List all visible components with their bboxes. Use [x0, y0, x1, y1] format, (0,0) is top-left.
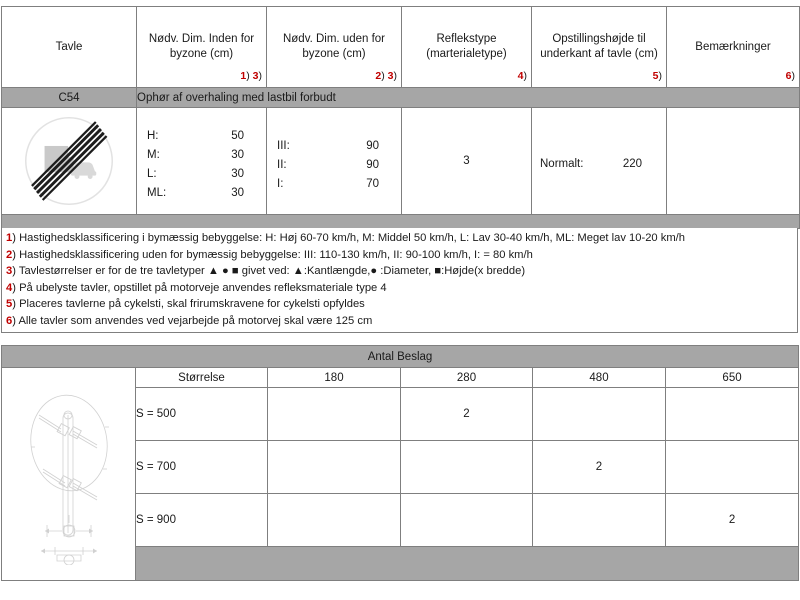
- beslag-cell: [533, 494, 666, 547]
- dim-row: [277, 137, 391, 156]
- dim-key: M:: [147, 149, 160, 161]
- beslag-cell: [268, 441, 401, 494]
- remarks-cell: [667, 108, 800, 215]
- footnote-text: ) Alle tavler som anvendes ved vejarbejde på motorvej skal være 125 cm: [12, 314, 373, 327]
- beslag-cell: 2: [666, 494, 799, 547]
- mounting-height-box: [532, 150, 666, 173]
- dim-value: 70: [366, 177, 379, 190]
- dim-key: I:: [277, 177, 284, 190]
- beslag-cell: [401, 441, 533, 494]
- beslag-cell: [268, 388, 401, 441]
- column-header-label: Nødv. Dim. uden for byzone (cm): [282, 33, 386, 60]
- dim-value: 30: [231, 149, 244, 161]
- separator-band-row: [2, 215, 800, 229]
- footnote-text: ) Placeres tavlerne på cykelsti, skal frirumskravene for cykelsti opfyldes: [12, 298, 365, 310]
- reflex-type-cell: 3: [402, 108, 532, 215]
- footnote-ref: 4): [517, 70, 527, 82]
- sign-data-row: [2, 108, 800, 215]
- dim-row: [277, 175, 391, 194]
- beslag-cell: [401, 494, 533, 547]
- footnote-text: ) Tavlestørrelser er for de tre tavletyper ▲ ● ■ givet ved: ▲:Kantlængde,● :Diameter, ■:Højde(x bredde): [12, 265, 526, 277]
- column-header-label: Bemærkninger: [695, 40, 771, 53]
- dim-value: 90: [366, 158, 379, 171]
- dim-key: II:: [277, 158, 287, 171]
- beslag-column-header-480: 480: [533, 368, 666, 388]
- beslag-title-row: [2, 346, 799, 368]
- dim-row: [147, 184, 256, 203]
- dim-value: 90: [366, 139, 379, 152]
- column-header-dim-inden-byzone: [137, 7, 267, 88]
- footnote-number: 6: [6, 314, 13, 327]
- column-header-reflekstype: [402, 7, 532, 88]
- dim-key: L:: [147, 168, 157, 180]
- footnote-number: 1: [6, 232, 13, 244]
- dim-row: [147, 127, 256, 146]
- column-header-opstillingshojde: [532, 7, 667, 88]
- beslag-cell: 2: [533, 441, 666, 494]
- sign-code: C54: [2, 88, 137, 108]
- column-header-label: Tavle: [55, 40, 83, 53]
- column-header-dim-uden-byzone: [267, 7, 402, 88]
- footnote-item: [6, 313, 797, 330]
- dim-value: 50: [231, 130, 244, 142]
- dim-row: [147, 146, 256, 165]
- beslag-drawing-cell: [2, 368, 136, 581]
- footnote-item: [6, 230, 797, 247]
- dim-key: ML:: [147, 187, 167, 199]
- sign-image-cell: [2, 108, 137, 215]
- footnote-item: [6, 296, 797, 313]
- mounting-height-row: [540, 156, 656, 173]
- beslag-cell: [666, 388, 799, 441]
- beslag-section: [1, 345, 798, 581]
- beslag-row-size: S = 500: [136, 388, 268, 441]
- dim-value: 30: [231, 187, 244, 199]
- column-header-label: Opstillingshøjde til underkant af tavle (cm): [540, 33, 658, 60]
- dim-key: III:: [277, 139, 290, 152]
- column-header-tavle: [2, 7, 137, 88]
- beslag-cell: [268, 494, 401, 547]
- dim-inside-byzone-list: [137, 119, 266, 203]
- footnote-ref: 6): [785, 70, 795, 82]
- footnote-item: [6, 263, 797, 280]
- mounting-height-cell: [532, 108, 667, 215]
- footnote-number: 2: [6, 248, 13, 261]
- beslag-footer-band: [136, 547, 799, 581]
- sign-title-row: [2, 88, 800, 108]
- mounting-height-value: 220: [622, 157, 642, 170]
- footnote-text: ) Hastighedsklassificering i bymæssig bebyggelse: H: Høj 60-70 km/h, M: Middel 50 km/h, L: Lav 30-40 km/h, ML: Meget lav 10-20 km/h: [12, 232, 686, 244]
- dim-row: [147, 165, 256, 184]
- column-header-bemaerkninger: [667, 7, 800, 88]
- dim-value: 30: [231, 168, 244, 180]
- footnote-text: ) På ubelyste tavler, opstillet på motorveje anvendes refleksmateriale type 4: [12, 281, 387, 294]
- beslag-cell: [666, 441, 799, 494]
- footnote-number: 3: [6, 265, 13, 277]
- footnote-ref: 5): [652, 70, 662, 82]
- beslag-cell: 2: [401, 388, 533, 441]
- footnote-number: 4: [6, 281, 13, 294]
- mounting-height-key: Normalt:: [540, 157, 584, 170]
- footnote-ref: 2) 3): [375, 70, 397, 82]
- beslag-header-row: [2, 368, 799, 388]
- sign-name: Ophør af overhaling med lastbil forbudt: [137, 88, 800, 108]
- dim-outside-byzone-cell: [267, 108, 402, 215]
- column-header-label: Nødv. Dim. Inden for byzone (cm): [148, 33, 255, 60]
- sign-pole-bracket-drawing-icon: [9, 385, 129, 565]
- dim-outside-byzone-list: [267, 129, 401, 194]
- table-header-row: [2, 7, 800, 88]
- beslag-title: Antal Beslag: [2, 346, 799, 368]
- sign-spec-table: [1, 6, 800, 229]
- dim-inside-byzone-cell: [137, 108, 267, 215]
- beslag-size-header: Størrelse: [136, 368, 268, 388]
- beslag-column-header-650: 650: [666, 368, 799, 388]
- footnote-number: 5: [6, 298, 13, 310]
- footnote-ref: 1) 3): [240, 70, 262, 82]
- beslag-column-header-180: 180: [268, 368, 401, 388]
- footnote-item: [6, 280, 797, 297]
- footnote-item: [6, 247, 797, 264]
- beslag-cell: [533, 388, 666, 441]
- no-truck-overtaking-end-sign-icon: [22, 114, 116, 208]
- beslag-row-size: S = 900: [136, 494, 268, 547]
- footnote-text: ) Hastighedsklassificering uden for bymæssig bebyggelse: III: 110-130 km/h, II: 90-100 km/h, I: = 80 km/h: [12, 248, 533, 261]
- beslag-table: [1, 345, 799, 581]
- column-header-label: Reflekstype (marterialetype): [426, 33, 507, 60]
- dim-row: [277, 156, 391, 175]
- beslag-row-size: S = 700: [136, 441, 268, 494]
- beslag-column-header-280: 280: [401, 368, 533, 388]
- footnotes-block: [1, 228, 798, 333]
- separator-band: [2, 215, 800, 229]
- dim-key: H:: [147, 130, 159, 142]
